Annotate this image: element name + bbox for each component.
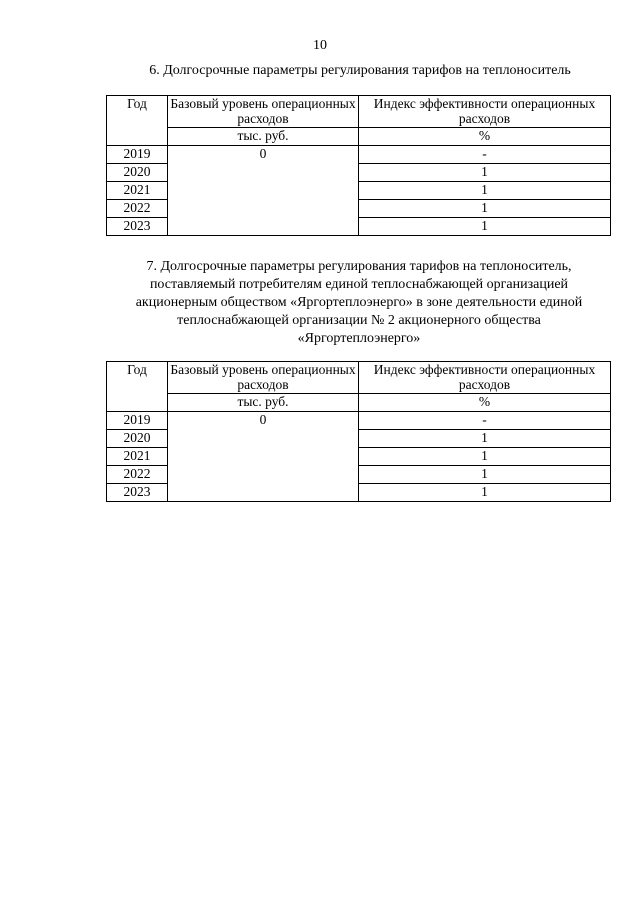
unit-base: тыс. руб. xyxy=(168,394,359,412)
base-value-cell: 0 xyxy=(168,146,359,236)
unit-base: тыс. руб. xyxy=(168,128,359,146)
year-cell: 2019 xyxy=(107,146,168,164)
col-header-index: Индекс эффективности операционных расходов xyxy=(359,362,611,394)
section-7-title-line: акционерным обществом «Яргортеплоэнерго» в зоне деятельности единой xyxy=(135,295,583,310)
col-header-index: Индекс эффективности операционных расходов xyxy=(359,96,611,128)
section-7-table xyxy=(106,361,611,502)
index-cell: 1 xyxy=(359,484,611,502)
section-7-title-line: теплоснабжающей организации № 2 акционерного общества xyxy=(177,313,541,328)
index-cell: 1 xyxy=(359,200,611,218)
col-header-base: Базовый уровень операционных расходов xyxy=(168,362,359,394)
year-cell: 2022 xyxy=(107,466,168,484)
year-cell: 2023 xyxy=(107,484,168,502)
index-cell: 1 xyxy=(359,466,611,484)
col-header-base: Базовый уровень операционных расходов xyxy=(168,96,359,128)
table-row xyxy=(107,146,611,164)
col-header-year: Год xyxy=(107,96,168,146)
index-cell: 1 xyxy=(359,430,611,448)
index-cell: - xyxy=(359,412,611,430)
index-cell: 1 xyxy=(359,218,611,236)
section-7-title xyxy=(100,258,618,348)
section-7-title-line: 7. Долгосрочные параметры регулирования тарифов на теплоноситель, xyxy=(146,259,572,274)
year-cell: 2020 xyxy=(107,164,168,182)
year-cell: 2019 xyxy=(107,412,168,430)
section-7-title-line: «Яргортеплоэнерго» xyxy=(297,331,421,346)
year-cell: 2021 xyxy=(107,448,168,466)
section-6-table xyxy=(106,95,611,236)
page-number: 10 xyxy=(313,38,327,53)
year-cell: 2022 xyxy=(107,200,168,218)
year-cell: 2020 xyxy=(107,430,168,448)
year-cell: 2021 xyxy=(107,182,168,200)
table-row xyxy=(107,412,611,430)
base-value-cell: 0 xyxy=(168,412,359,502)
section-7-title-line: поставляемый потребителям единой теплоснабжающей организацией xyxy=(149,277,569,292)
col-header-year: Год xyxy=(107,362,168,412)
index-cell: - xyxy=(359,146,611,164)
year-cell: 2023 xyxy=(107,218,168,236)
section-6-title: 6. Долгосрочные параметры регулирования тарифов на теплоноситель xyxy=(149,63,571,78)
index-cell: 1 xyxy=(359,182,611,200)
index-cell: 1 xyxy=(359,448,611,466)
index-cell: 1 xyxy=(359,164,611,182)
unit-index: % xyxy=(359,128,611,146)
unit-index: % xyxy=(359,394,611,412)
